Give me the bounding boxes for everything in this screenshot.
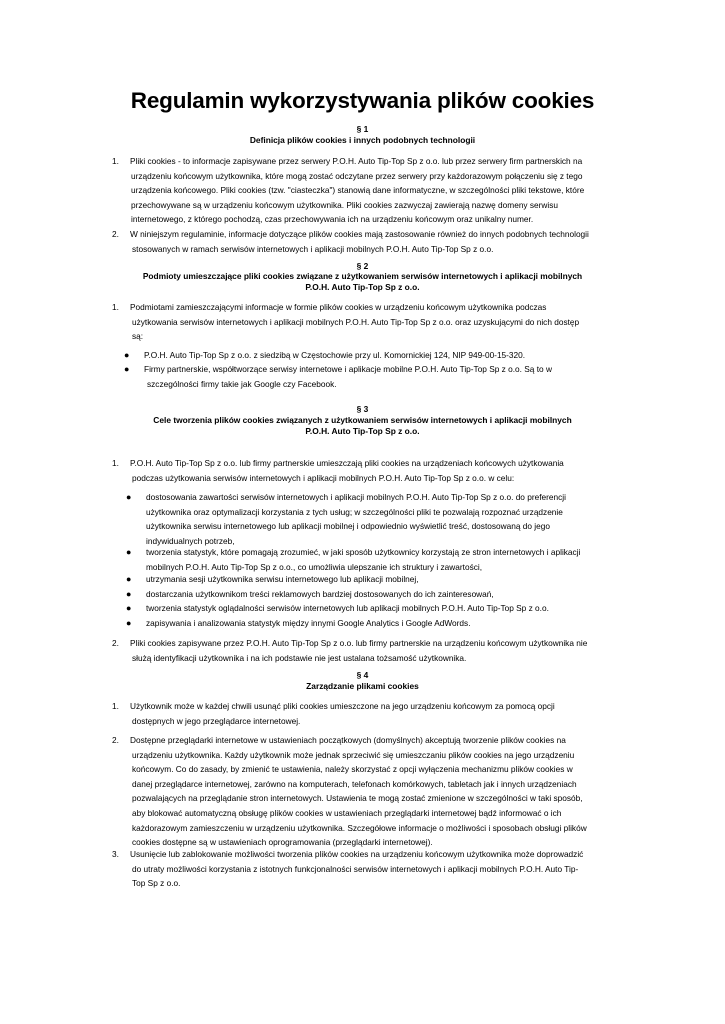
text-line: urządzenia końcowego. Pliki cookies (tzw. "ciasteczka") stanowią dane informatyczne, w szczególności pliki tekstowe, które [131, 185, 585, 196]
text-line: zapisywania i analizowania statystyk między innymi Google Analytics i Google AdWords. [146, 618, 471, 628]
text-line: urządzeniu końcowym użytkownika, które mogą zostać odczytane przez serwery przy każdorazowym połączeniu się z tego [131, 170, 583, 181]
text-line: dostarczania użytkownikom treści reklamowych bardziej dostosowanych do ich zainteresowań, [146, 589, 494, 599]
text-line: użytkownika serwisu internetowego lub aplikacji mobilnej i odpowiednio wyświetlić treść, dostosowaną do jego [146, 521, 550, 532]
text-line: cookies dostępne są w ustawieniach oprogramowania (przeglądarki internetowej). [132, 837, 433, 848]
item-number: 1. [112, 458, 119, 468]
text-line: tworzenia statystyk oglądalności serwisów internetowych lub aplikacji mobilnych P.O.H. Auto Tip-Top Sp z o.o. [146, 603, 549, 613]
text-line: użytkownika oraz optymalizacji korzystania z tych usług; w szczególności pliki te pozwalają rozpoznać urządzenie [146, 506, 563, 517]
text-line: dostosowania zawartości serwisów internetowych i aplikacji mobilnych P.O.H. Auto Tip-Top Sp z o.o. do preferencji [146, 492, 566, 502]
text-line: podczas użytkowania serwisów internetowych i aplikacji mobilnych P.O.H. Auto Tip-Top Sp z o.o. w celu: [132, 472, 515, 483]
text-line: przechowywane są w urządzeniu końcowym użytkownika. Pliki cookies zazwyczaj zawierają nazwę domeny serwisu [131, 199, 559, 210]
text-line: każdorazowym zamieszczeniu w urządzeniu użytkownika. Szczegółowe informacje o możliwości i sposobach obsługi plików [132, 822, 587, 833]
item-number: 1. [112, 302, 119, 312]
text-line: Firmy partnerskie, współtworzące serwisy internetowe i aplikacje mobilne P.O.H. Auto Tip-Top Sp z o.o. Są to w [144, 364, 552, 374]
text-line: Pliki cookies - to informacje zapisywane przez serwery P.O.H. Auto Tip-Top Sp z o.o. lub przez serwery firm partnerskich na [130, 156, 583, 166]
text-line: danej przeglądarce internetowej, zarówno na komputerach, telefonach komórkowych, tabletach jak i innych urządzeniach [132, 778, 577, 789]
section-2-heading-line: P.O.H. Auto Tip-Top Sp z o.o. [305, 282, 420, 292]
text-line: Top Sp z o.o. [132, 878, 181, 889]
section-2-heading-line: Podmioty umieszczające pliki cookies związane z użytkowaniem serwisów internetowych i aplikacji mobilnych [142, 271, 583, 281]
bullet-icon: ● [126, 589, 132, 599]
item-number: 1. [112, 701, 119, 711]
section-4-mark: § 4 [356, 670, 369, 680]
text-line: utrzymania sesji użytkownika serwisu internetowego lub aplikacji mobilnej, [146, 574, 419, 584]
text-line: Pliki cookies zapisywane przez P.O.H. Auto Tip-Top Sp z o.o. lub firmy partnerskie na urządzeniu końcowym użytkownika nie [130, 638, 588, 648]
text-line: P.O.H. Auto Tip-Top Sp z o.o. lub firmy partnerskie umieszczają pliki cookies na urządzeniach końcowych użytkowania [130, 458, 564, 468]
text-line: Usunięcie lub zablokowanie możliwości tworzenia plików cookies na urządzeniu końcowym użytkownika może doprowadzić [130, 849, 584, 859]
item-number: 1. [112, 156, 119, 166]
text-line: Podmiotami zamieszczającymi informacje w formie plików cookies w urządzeniu końcowym użytkownika podczas [130, 302, 547, 312]
text-line: dostępnych w jego przeglądarce internetowej. [132, 715, 301, 726]
section-1-mark: § 1 [356, 124, 369, 134]
text-line: do utraty możliwości korzystania z istotnych funkcjonalności serwisów internetowych i aplikacji mobilnych P.O.H. Auto Tip- [132, 863, 579, 874]
section-3-mark: § 3 [356, 404, 369, 414]
text-line: są: [132, 331, 144, 342]
text-line: urządzeniu użytkownika. Każdy użytkownik może jednak sprzeciwić się umieszczaniu plików cookies na jego urządzeniu [132, 749, 575, 760]
text-line: indywidualnych potrzeb, [146, 535, 235, 546]
text-line: użytkowania serwisów internetowych i aplikacji mobilnych P.O.H. Auto Tip-Top Sp z o.o. oraz uzyskującymi do nich dostęp [132, 316, 580, 327]
text-line: pozwalających na przeglądanie stron internetowych. Ustawienia te mogą zostać zmienione w szczególności w taki sposób, [132, 793, 583, 804]
bullet-icon: ● [126, 492, 132, 502]
text-line: Użytkownik może w każdej chwili usunąć pliki cookies umieszczone na jego urządzeniu końcowym za pomocą opcji [130, 701, 555, 711]
page-title: Regulamin wykorzystywania plików cookies [130, 88, 595, 113]
text-line: tworzenia statystyk, które pomagają zrozumieć, w jaki sposób użytkownicy korzystają ze stron internetowych i aplikacji [146, 547, 581, 557]
text-line: stosowanych w ramach serwisów internetowych i aplikacji mobilnych P.O.H. Auto Tip-Top Sp z o.o. [132, 243, 494, 254]
text-line: internetowego, z którego pochodzą, czas przechowywania ich na urządzeniu końcowym oraz unikalny numer. [131, 214, 534, 225]
item-number: 2. [112, 229, 119, 239]
bullet-icon: ● [124, 364, 130, 374]
section-3-heading-line: Cele tworzenia plików cookies związanych z użytkowaniem serwisów internetowych i aplikacji mobilnych [153, 415, 572, 425]
bullet-icon: ● [126, 603, 132, 613]
item-number: 3. [112, 849, 119, 859]
section-1-heading: Definicja plików cookies i innych podobnych technologii [249, 135, 476, 145]
text-line: Dostępne przeglądarki internetowe w ustawieniach początkowych (domyślnych) akceptują tworzenie plików cookies na [130, 735, 566, 745]
text-line: szczególności firmy takie jak Google czy Facebook. [147, 378, 337, 389]
section-2-mark: § 2 [356, 261, 369, 271]
bullet-icon: ● [126, 547, 132, 557]
text-line: aby blokować automatyczną obsługę plików cookies w ustawieniach przeglądarki internetowej bądź informować o ich [132, 807, 562, 818]
bullet-icon: ● [126, 618, 132, 628]
bullet-icon: ● [126, 574, 132, 584]
text-line: mobilnych P.O.H. Auto Tip-Top Sp z o.o., co umożliwia ulepszanie ich struktury i zawartości, [146, 561, 483, 572]
item-number: 2. [112, 735, 119, 745]
text-line: służą identyfikacji użytkownika i na ich podstawie nie jest ustalana tożsamość użytkownika. [132, 652, 467, 663]
bullet-icon: ● [124, 350, 130, 360]
item-number: 2. [112, 638, 119, 648]
text-line: W niniejszym regulaminie, informacje dotyczące plików cookies mają zastosowanie również do innych podobnych technologii [130, 229, 589, 239]
text-line: końcowym. Co do zasady, by zmienić te ustawienia, należy skorzystać z opcji wyłączenia mechanizmu plików cookies w [132, 764, 573, 775]
text-line: P.O.H. Auto Tip-Top Sp z o.o. z siedzibą w Częstochowie przy ul. Komornickiej 124, NIP 949-00-15-320. [144, 350, 526, 360]
section-3-heading-line: P.O.H. Auto Tip-Top Sp z o.o. [305, 426, 420, 436]
section-4-heading: Zarządzanie plikami cookies [306, 681, 419, 691]
